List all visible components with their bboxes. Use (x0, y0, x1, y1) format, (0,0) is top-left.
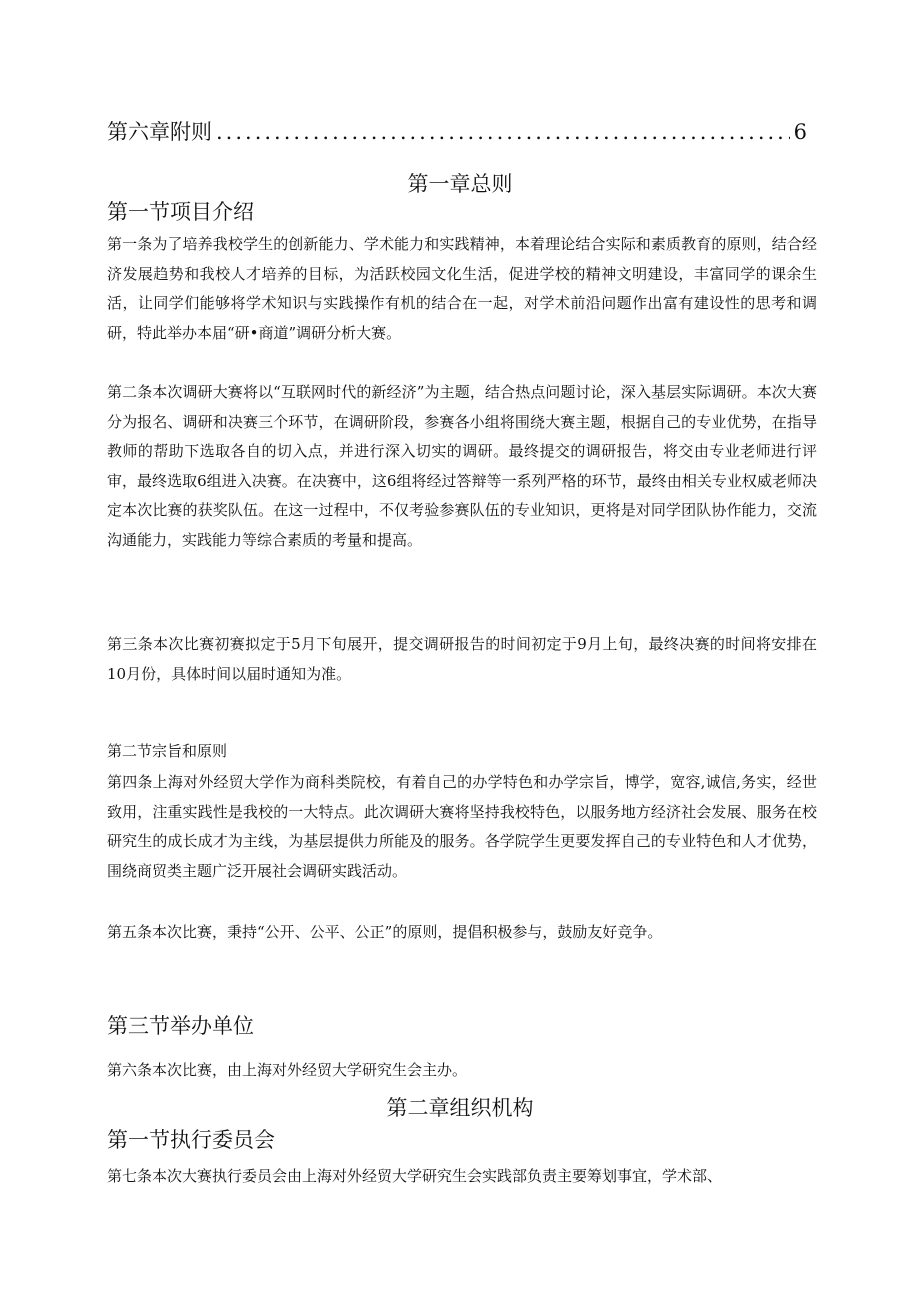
article-4: 第四条上海对外经贸大学作为商科类院校，有着自己的办学特色和办学宗旨，博学，宽容,诚信,务实，经世致用，注重实践性是我校的一大特点。此次调研大赛将坚持我校特色，以服务地方经济社会发展、服务在校研究生的成长成才为主线，为基层提供力所能及的服务。各学院学生更要发挥自己的专业特色和人才优势，围绕商贸类主题广泛开展社会调研实践活动。 (107, 773, 817, 880)
chapter-title: 第二章组织机构 (386, 1096, 534, 1120)
article-3: 第三条本次比赛初赛拟定于5月下旬展开，提交调研报告的时间初定于9月上旬，最终决赛的时间将安排在10月份，具体时间以届时通知为准。 (107, 635, 817, 683)
article-7: 第七条本次大赛执行委员会由上海对外经贸大学研究生会实践部负责主要筹划事宜，学术部、 (107, 1167, 723, 1185)
toc-leader-dots (216, 118, 790, 146)
article-5: 第五条本次比赛，秉持“公开、公平、公正”的原则，提倡积极参与，鼓励友好竞争。 (107, 923, 663, 941)
section-title: 第二节宗旨和原则 (107, 742, 228, 760)
article-1: 第一条为了培养我校学生的创新能力、学术能力和实践精神，本着理论结合实际和素质教育的原则，结合经济发展趋势和我校人才培养的目标，为活跃校园文化生活，促进学校的精神文明建设，丰富同学的课余生活，让同学们能够将学术知识与实践操作有机的结合在一起，对学术前沿问题作出富有建设性的思考和调研，特此举办本届“研•商道”调研分析大赛。 (107, 235, 817, 342)
chapter-title: 第一章总则 (407, 172, 513, 196)
toc-entry-title: 第六章附则 (107, 120, 212, 144)
article-2: 第二条本次调研大赛将以“互联网时代的新经济”为主题，结合热点问题讨论，深入基层实际调研。本次大赛分为报名、调研和决赛三个环节，在调研阶段，参赛各小组将围绕大赛主题，根据自己的专业优势，在指导教师的帮助下选取各自的切入点，并进行深入切实的调研。最终提交的调研报告，将交由专业老师进行评审，最终选取6组进入决赛。在决赛中，这6组将经过答辩等一系列严格的环节，最终由相关专业权威老师决定本次比赛的获奖队伍。在这一过程中，不仅考验参赛队伍的专业知识，更将是对同学团队协作能力，交流沟通能力，实践能力等综合素质的考量和提高。 (107, 383, 817, 549)
toc-page-number: 6 (793, 120, 807, 144)
article-6: 第六条本次比赛，由上海对外经贸大学研究生会主办。 (107, 1061, 468, 1079)
toc-entry[interactable] (107, 118, 807, 146)
section-title: 第三节举办单位 (107, 1014, 254, 1038)
section-title: 第一节项目介绍 (107, 200, 254, 224)
section-title: 第一节执行委员会 (107, 1128, 275, 1152)
